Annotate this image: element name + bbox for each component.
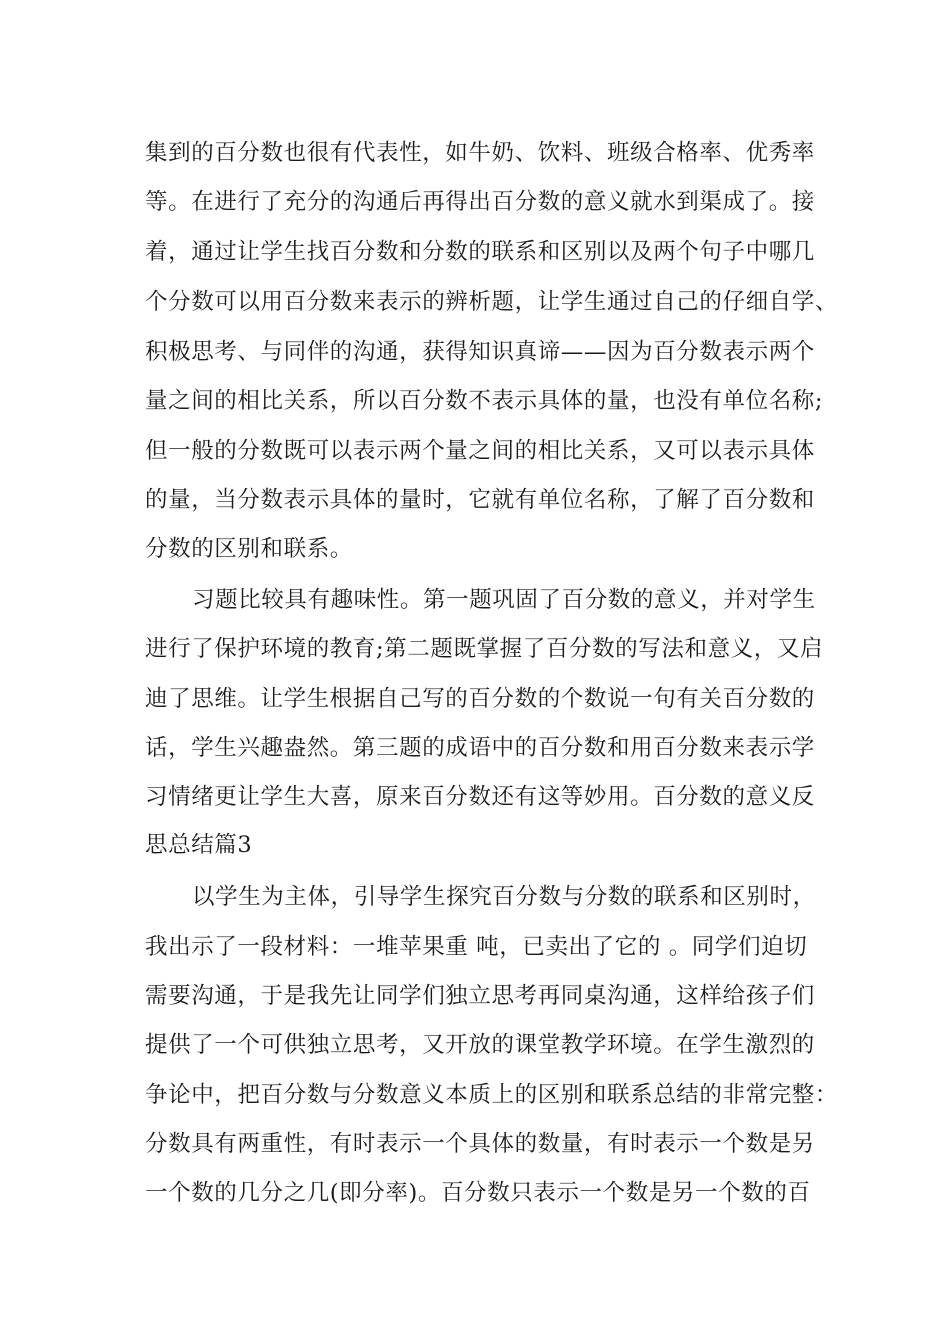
text-line: 集到的百分数也很有代表性，如牛奶、饮料、班级合格率、优秀率 — [145, 140, 815, 166]
text-line: 争论中，把百分数与分数意义本质上的区别和联系总结的非常完整： — [145, 1082, 839, 1108]
paragraph-first-line: 以学生为主体，引导学生探究百分数与分数的联系和区别时， — [192, 884, 816, 910]
text-line: 提供了一个可供独立思考，又开放的课堂教学环境。在学生激烈的 — [145, 1032, 815, 1058]
text-line: 进行了保护环境的教育;第二题既掌握了百分数的写法和意义，又启 — [145, 636, 824, 662]
text-line: 个分数可以用百分数来表示的辨析题，让学生通过自己的仔细自学、 — [145, 289, 839, 315]
text-line: 话，学生兴趣盎然。第三题的成语中的百分数和用百分数来表示学 — [145, 735, 815, 761]
text-line: 分数具有两重性，有时表示一个具体的数量，有时表示一个数是另 — [145, 1131, 815, 1157]
text-line: 迪了思维。让学生根据自己写的百分数的个数说一句有关百分数的 — [145, 686, 815, 712]
text-line: 的量，当分数表示具体的量时，它就有单位名称，了解了百分数和 — [145, 487, 815, 513]
text-line: 量之间的相比关系，所以百分数不表示具体的量，也没有单位名称; — [145, 388, 824, 414]
text-line: 分数的区别和联系。 — [145, 536, 353, 562]
text-line: 一个数的几分之几(即分率)。百分数只表示一个数是另一个数的百 — [145, 1180, 811, 1206]
text-line: 着，通过让学生找百分数和分数的联系和区别以及两个句子中哪几 — [145, 239, 815, 265]
section-heading: 思总结篇3 — [145, 832, 253, 858]
text-line: 我出示了一段材料：一堆苹果重 吨，已卖出了它的 。同学们迫切 — [145, 934, 808, 960]
text-line: 等。在进行了充分的沟通后再得出百分数的意义就水到渠成了。接 — [145, 189, 815, 215]
text-line: 习情绪更让学生大喜，原来百分数还有这等妙用。百分数的意义反 — [145, 784, 815, 810]
text-line: 但一般的分数既可以表示两个量之间的相比关系，又可以表示具体 — [145, 438, 815, 464]
paragraph-first-line: 习题比较具有趣味性。第一题巩固了百分数的意义，并对学生 — [192, 587, 816, 613]
text-line: 需要沟通，于是我先让同学们独立思考再同桌沟通，这样给孩子们 — [145, 983, 815, 1009]
text-line: 积极思考、与同伴的沟通，获得知识真谛——因为百分数表示两个 — [145, 339, 815, 365]
